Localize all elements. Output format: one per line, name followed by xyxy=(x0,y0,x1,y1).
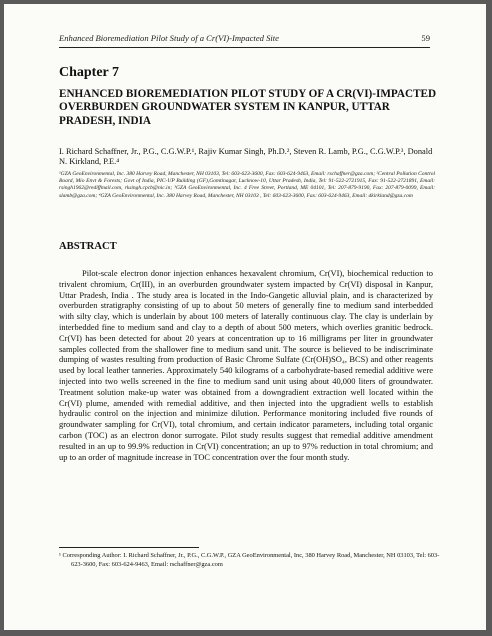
running-header xyxy=(59,35,430,48)
page-number: 59 xyxy=(421,33,430,43)
footnote-divider xyxy=(59,547,199,548)
chapter-label: Chapter 7 xyxy=(59,65,120,80)
footnote: ¹ Corresponding Author: I. Richard Schaffner, Jr., P.G., C.G.W.P., GZA GeoEnvironmental, Inc, 380 Harvey Road, Manchester, NH 03103, Tel: 603-623-3600, Fax: 603-624-9463, Email: rschaffner@gza.com xyxy=(59,552,440,568)
abstract-body: Pilot-scale electron donor injection enhances hexavalent chromium, Cr(VI), biochemical reduction to trivalent chromium, Cr(III), in an overburden groundwater system impacted by Cr(VI) disposal in Kanpur, Uttar Pradesh, India . The study area is located in the Indo-Gangetic alluvial plain, and is characterized by overburden stratigraphy consisting of up to about 50 meters of generally fine to medium sand interbedded with silty clay, which is underlain by about 100 meters of laterally continuous clay. The clay is underlain by interbedded fine to medium sand and clay to a depth of about 500 meters, which overlies granitic bedrock. Cr(VI) has been detected for about 20 years at concentration up to 16 milligrams per liter in groundwater samples collected from the shallower fine to medium sand unit. The source is believed to be indiscriminate dumping of wastes resulting from production of Basic Chrome Sulfate (Cr(OH)SO₄, BCS) and other reagents used by local leather tanneries. Approximately 540 kilograms of a carbohydrate-based remedial additive were injected into two wells screened in the fine to medium sand unit using about 40,000 liters of groundwater. Treatment solution make-up water was obtained from a downgradient extraction well located within the Cr(VI) plume, amended with remedial additive, and then injected into the upgradient wells to establish hydraulic control on the injection and minimize dilution. Performance monitoring included five rounds of groundwater sampling for Cr(VI), total chromium, and certain indicator parameters, including total organic carbon (TOC) as an electron donor surrogate. Pilot study results suggest that remedial additive amendment resulted in an up to 99.9% reduction in Cr(VI) concentration; an up to 97% reduction in total chromium; and up to an order of magnitude increase in TOC concentration over the four month study. xyxy=(59,268,433,462)
author-list: I. Richard Schaffner, Jr., P.G., C.G.W.P.¹, Rajiv Kumar Singh, Ph.D.², Steven R. Lamb, P.G., C.G.W.P.³, Donald N. Kirkland, P.E.⁴ xyxy=(59,147,433,166)
paper-title: ENHANCED BIOREMEDIATION PILOT STUDY OF A CR(VI)-IMPACTED OVERBURDEN GROUNDWATER SYSTEM IN KANPUR, UTTAR PRADESH, INDIA xyxy=(59,88,437,127)
running-title: Enhanced Bioremediation Pilot Study of a Cr(VI)-Impacted Site xyxy=(59,33,279,43)
affiliations: ¹GZA GeoEnvironmental, Inc. 380 Harvey Road, Manchester, NH 03103, Tel: 603-623-3600, Fax: 603-624-9463, Email: rschaffner@gza.com; ²Central Pollution Control Board, Mio Envt & Forests; Govt of India, PIC-UP Building (GF),Gomtinagar, Lucknow-10, Uttar Pradesh, India, Tel: 91-522-2721915, Fax: 91-522-2721891, Email: rsingh1962@rediffmail.com, rksingh.cpcb@nic.in; ³GZA GeoEnvironmental, Inc. 4 Free Street, Portland, ME 04101, Tel: 207-879-9190, Fax: 207-879-0099, Email: slamb@gza.com; ⁴GZA GeoEnvironmental, Inc. 380 Harvey Road, Manchester, NH 03103 , Tel: 603-623-3600, Fax: 603-624-9463, Email: dkirkland@gza.com xyxy=(59,171,435,199)
abstract-heading: ABSTRACT xyxy=(59,241,117,252)
document-page xyxy=(4,4,486,630)
